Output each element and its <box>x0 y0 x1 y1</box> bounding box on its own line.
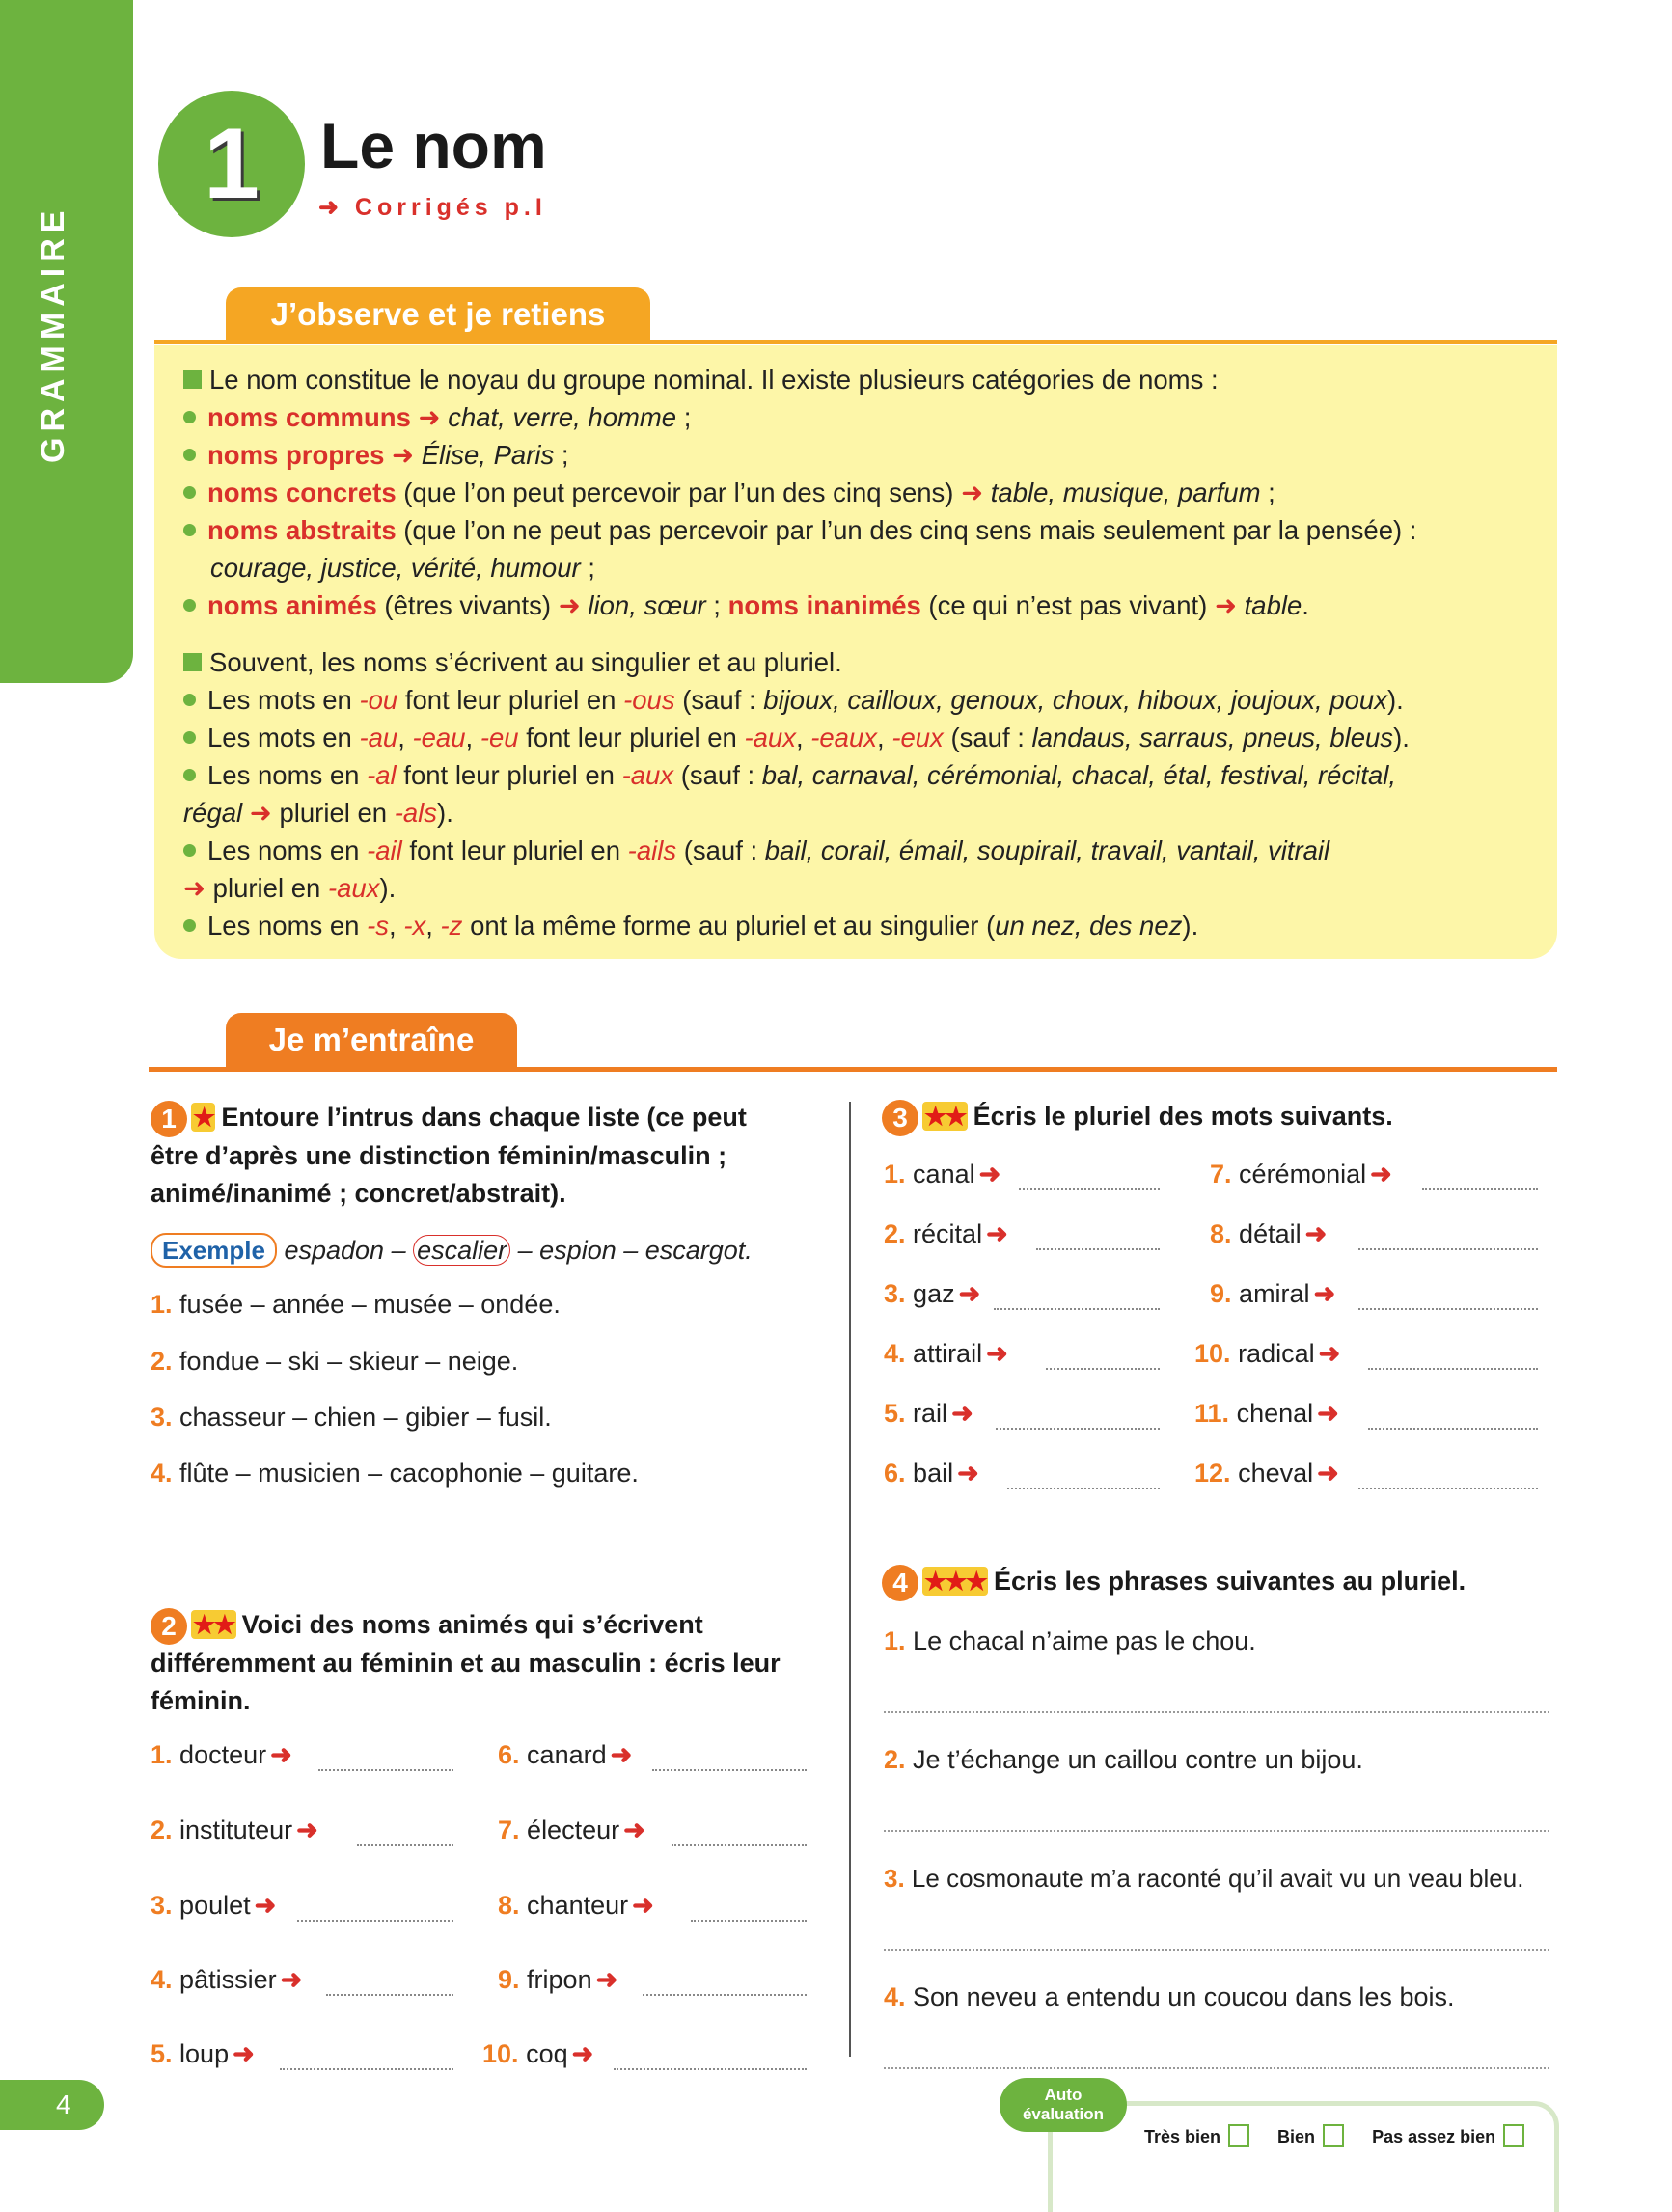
rule-intro: Souvent, les noms s’écrivent au singulier et au pluriel. <box>183 643 1534 681</box>
answer-row: 3. gaz ➜ <box>884 1279 981 1308</box>
answer-row: 10. radical ➜ <box>1194 1339 1341 1368</box>
star-rating-icon: ★★ <box>193 1610 234 1639</box>
answer-field[interactable] <box>1368 1414 1538 1430</box>
answer-field[interactable] <box>691 1906 807 1922</box>
dot-bullet-icon <box>183 411 196 423</box>
answer-field[interactable] <box>652 1756 807 1771</box>
answer-field[interactable] <box>1368 1354 1538 1370</box>
answer-line[interactable] <box>884 1947 1549 1951</box>
rule-bullet: Les noms en -ail font leur pluriel en -ails (sauf : bail, corail, émail, soupirail, travail, vantail, vitrail <box>183 832 1534 869</box>
section-tab-entraine <box>226 1013 517 1067</box>
answer-row: 8. détail ➜ <box>1210 1219 1328 1248</box>
rule-bullet: Les mots en -ou font leur pluriel en -ous (sauf : bijoux, cailloux, genoux, choux, hiboux, joujoux, poux). <box>183 681 1534 719</box>
answer-row: 6. bail ➜ <box>884 1459 979 1488</box>
exercise-1-prompt: 1 ★ Entoure l’intrus dans chaque liste (ce peut être d’après une distinction féminin/masculin ; animé/inanimé ; concret/abstrait). <box>151 1103 747 1208</box>
answer-row: 4. pâtissier ➜ <box>151 1965 303 1994</box>
rule-bullet: noms propres ➜ Élise, Paris ; <box>183 436 1534 474</box>
rule-intro: Le nom constitue le noyau du groupe nominal. Il existe plusieurs catégories de noms : <box>183 361 1534 398</box>
exercise-4-prompt: 4 ★★★ Écris les phrases suivantes au pluriel. <box>882 1563 1538 1601</box>
bien-label: Bien <box>1277 2127 1316 2146</box>
page-number: 4 <box>0 2080 104 2130</box>
answer-field[interactable] <box>1358 1474 1538 1489</box>
answer-field[interactable] <box>1019 1175 1160 1190</box>
dot-bullet-icon <box>183 769 196 781</box>
sentence-item: 4. Son neveu a entendu un coucou dans les bois. <box>884 1982 1455 2011</box>
answer-field[interactable] <box>996 1414 1160 1430</box>
dot-bullet-icon <box>183 486 196 499</box>
dot-bullet-icon <box>183 524 196 536</box>
list-item: 1. fusée – année – musée – ondée. <box>151 1290 561 1319</box>
answer-row: 7. électeur ➜ <box>498 1816 645 1844</box>
answer-row: 2. récital ➜ <box>884 1219 1008 1248</box>
corriges-link[interactable] <box>318 193 547 222</box>
answer-field[interactable] <box>994 1295 1160 1310</box>
answer-row: 3. poulet ➜ <box>151 1891 277 1920</box>
answer-row: 1. canal ➜ <box>884 1160 1001 1188</box>
exercise-number: 2 <box>151 1608 187 1645</box>
rule-text <box>183 361 1534 944</box>
list-item: 3. chasseur – chien – gibier – fusil. <box>151 1403 552 1432</box>
dot-bullet-icon <box>183 599 196 612</box>
exercise-2-prompt: 2 ★★ Voici des noms animés qui s’écrivent différemment au féminin et au masculin : écris leur féminin. <box>151 1610 781 1715</box>
rule-bullet: Les mots en -au, -eau, -eu font leur pluriel en -aux, -eaux, -eux (sauf : landaus, sarraus, pneus, bleus). <box>183 719 1534 756</box>
rule-bullet: noms communs ➜ chat, verre, homme ; <box>183 398 1534 436</box>
sentence-item: 2. Je t’échange un caillou contre un bijou. <box>884 1745 1363 1774</box>
answer-row: 9. amiral ➜ <box>1210 1279 1336 1308</box>
exercise-number: 1 <box>151 1101 187 1137</box>
dot-bullet-icon <box>183 844 196 857</box>
answer-field[interactable] <box>1036 1235 1160 1250</box>
rule-bullet: Les noms en -s, -x, -z ont la même forme au pluriel et au singulier (un nez, des nez). <box>183 907 1534 944</box>
answer-row: 10. coq ➜ <box>482 2039 594 2068</box>
answer-row: 6. canard ➜ <box>498 1740 633 1769</box>
tres-bien-label: Très bien <box>1144 2127 1221 2146</box>
answer-field[interactable] <box>318 1756 453 1771</box>
dot-bullet-icon <box>183 919 196 932</box>
exercise-number: 3 <box>882 1100 918 1136</box>
rule-bullet: noms abstraits (que l’on ne peut pas percevoir par l’un des cinq sens mais seulement par la pensée) : <box>183 511 1534 549</box>
answer-field[interactable] <box>614 2055 807 2070</box>
list-item: 4. flûte – musicien – cacophonie – guitare. <box>151 1459 639 1488</box>
rule-bullet-continued: courage, justice, vérité, humour ; <box>210 553 595 583</box>
answer-line[interactable] <box>884 1828 1549 1832</box>
arrow-right-icon: ➜ <box>318 194 343 221</box>
answer-field[interactable] <box>643 1980 807 1996</box>
answer-row: 4. attirail ➜ <box>884 1339 1008 1368</box>
answer-field[interactable] <box>1007 1474 1160 1489</box>
rule-bullet: noms animés (êtres vivants) ➜ lion, sœur ; noms inanimés (ce qui n’est pas vivant) ➜ table. <box>183 587 1534 624</box>
circled-word: escalier <box>413 1235 510 1266</box>
exercise-number: 4 <box>882 1565 918 1601</box>
section-tab-label: Je m’entraîne <box>268 1022 475 1057</box>
star-rating-icon: ★★ <box>924 1102 966 1131</box>
list-item: 2. fondue – ski – skieur – neige. <box>151 1347 519 1376</box>
section-tab-observe <box>226 287 650 341</box>
sentence-item: 1. Le chacal n’aime pas le chou. <box>884 1626 1256 1655</box>
answer-row: 11. chenal ➜ <box>1194 1399 1339 1428</box>
dot-bullet-icon <box>183 694 196 706</box>
pas-assez-bien-checkbox[interactable] <box>1503 2124 1524 2147</box>
answer-field[interactable] <box>1358 1235 1538 1250</box>
answer-line[interactable] <box>884 1709 1549 1713</box>
section-divider <box>149 1067 1557 1072</box>
rule-bullet-continued: ➜ pluriel en -aux). <box>183 873 397 903</box>
answer-row: 12. cheval ➜ <box>1194 1459 1339 1488</box>
rule-bullet-continued: régal ➜ pluriel en -als). <box>183 798 453 828</box>
dot-bullet-icon <box>183 731 196 744</box>
answer-line[interactable] <box>884 2065 1549 2069</box>
rule-bullet: Les noms en -al font leur pluriel en -aux (sauf : bal, carnaval, cérémonial, chacal, étal, festival, récital, <box>183 756 1534 794</box>
section-divider <box>154 340 1557 344</box>
exercise-1-example: Exemple espadon – escalier – espion – escargot. <box>151 1233 753 1268</box>
answer-field[interactable] <box>357 1831 453 1846</box>
answer-row: 5. rail ➜ <box>884 1399 973 1428</box>
chapter-number-badge <box>158 91 305 237</box>
dot-bullet-icon <box>183 449 196 461</box>
answer-row: 1. docteur ➜ <box>151 1740 292 1769</box>
answer-field[interactable] <box>1046 1354 1160 1370</box>
answer-row: 7. cérémonial ➜ <box>1210 1160 1392 1188</box>
column-divider <box>849 1102 851 2057</box>
star-rating-icon: ★ <box>193 1103 214 1132</box>
answer-row: 2. instituteur ➜ <box>151 1816 318 1844</box>
corriges-label: Corrigés p.I <box>354 194 547 221</box>
chapter-number: 1 <box>204 108 260 220</box>
example-badge: Exemple <box>151 1233 277 1268</box>
sentence-item: 3. Le cosmonaute m’a raconté qu’il avait vu un veau bleu. <box>884 1864 1524 1893</box>
answer-field[interactable] <box>280 2055 453 2070</box>
rule-bullet: noms concrets (que l’on peut percevoir par l’un des cinq sens) ➜ table, musique, parfum ; <box>183 474 1534 511</box>
self-evaluation-options <box>1144 2124 1524 2147</box>
answer-field[interactable] <box>1358 1295 1538 1310</box>
bien-checkbox[interactable] <box>1323 2124 1344 2147</box>
chapter-title: Le nom <box>320 110 547 181</box>
answer-field[interactable] <box>326 1980 453 1996</box>
square-bullet-icon <box>183 370 202 389</box>
answer-row: 9. fripon ➜ <box>498 1965 618 1994</box>
exercise-3-prompt: 3 ★★ Écris le pluriel des mots suivants. <box>882 1098 1538 1136</box>
pas-assez-bien-label: Pas assez bien <box>1372 2127 1496 2146</box>
square-bullet-icon <box>183 653 202 671</box>
answer-field[interactable] <box>672 1831 807 1846</box>
star-rating-icon: ★★★ <box>924 1567 986 1596</box>
answer-field[interactable] <box>1422 1175 1538 1190</box>
sidebar-label: GRAMMAIRE <box>35 205 71 463</box>
answer-row: 8. chanteur ➜ <box>498 1891 654 1920</box>
section-tab-label: J’observe et je retiens <box>270 296 606 332</box>
answer-row: 5. loup ➜ <box>151 2039 255 2068</box>
answer-field[interactable] <box>297 1906 453 1922</box>
tres-bien-checkbox[interactable] <box>1228 2124 1249 2147</box>
self-evaluation-badge: Auto évaluation <box>1000 2078 1127 2132</box>
